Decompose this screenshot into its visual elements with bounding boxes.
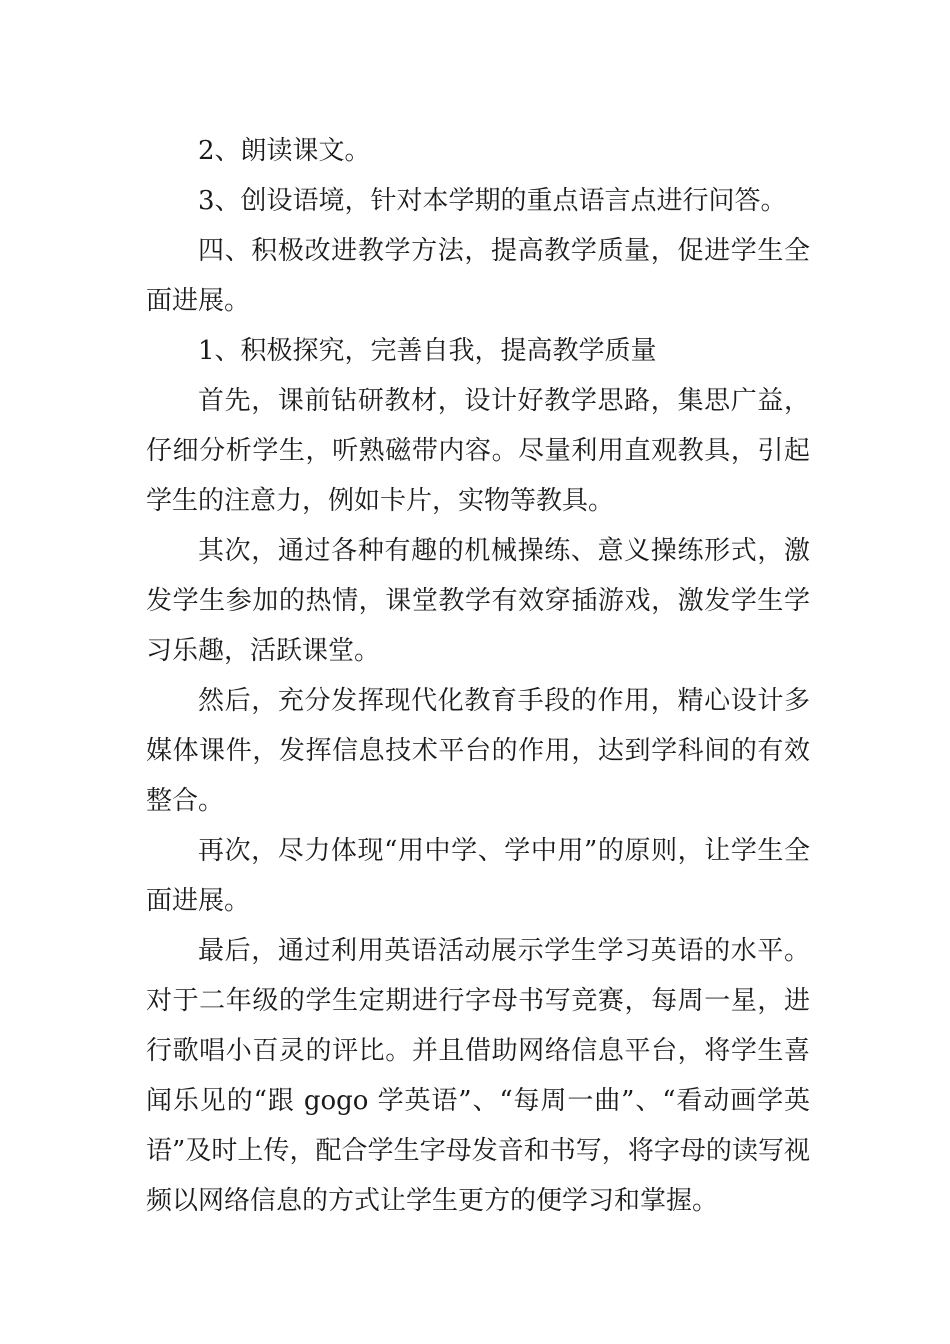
paragraph-create-context: 3、创设语境，针对本学期的重点语言点进行问答。 (198, 186, 787, 216)
document-body (146, 126, 810, 1226)
paragraph-again: 再次，尽力体现“用中学、学中用”的原则，让学生全面进展。 (146, 836, 810, 916)
paragraph-finally: 最后，通过利用英语活动展示学生学习英语的水平。对于二年级的学生定期进行字母书写竞赛，每周一星，进行歌唱小百灵的评比。并且借助网络信息平台，将学生喜闻乐见的“跟 gogo 学英语”、“每周一曲”、“看动画学英语”及时上传，配合学生字母发音和书写，将字母的读写视频以网络信息的方式让学生更方的便学习和掌握。 (146, 936, 810, 1216)
paragraph-second: 其次，通过各种有趣的机械操练、意义操练形式，激发学生参加的热情，课堂教学有效穿插游戏，激发学生学习乐趣，活跃课堂。 (146, 536, 810, 666)
subheading-explore: 1、积极探究，完善自我，提高教学质量 (198, 336, 657, 366)
section-heading-improve-methods: 四、积极改进教学方法，提高教学质量，促进学生全面进展。 (146, 236, 810, 316)
paragraph-first: 首先，课前钻研教材，设计好教学思路，集思广益，仔细分析学生，听熟磁带内容。尽量利用直观教具，引起学生的注意力，例如卡片，实物等教具。 (146, 386, 810, 516)
paragraph-read-text: 2、朗读课文。 (198, 136, 371, 166)
paragraph-then: 然后，充分发挥现代化教育手段的作用，精心设计多媒体课件，发挥信息技术平台的作用，达到学科间的有效整合。 (146, 686, 810, 816)
